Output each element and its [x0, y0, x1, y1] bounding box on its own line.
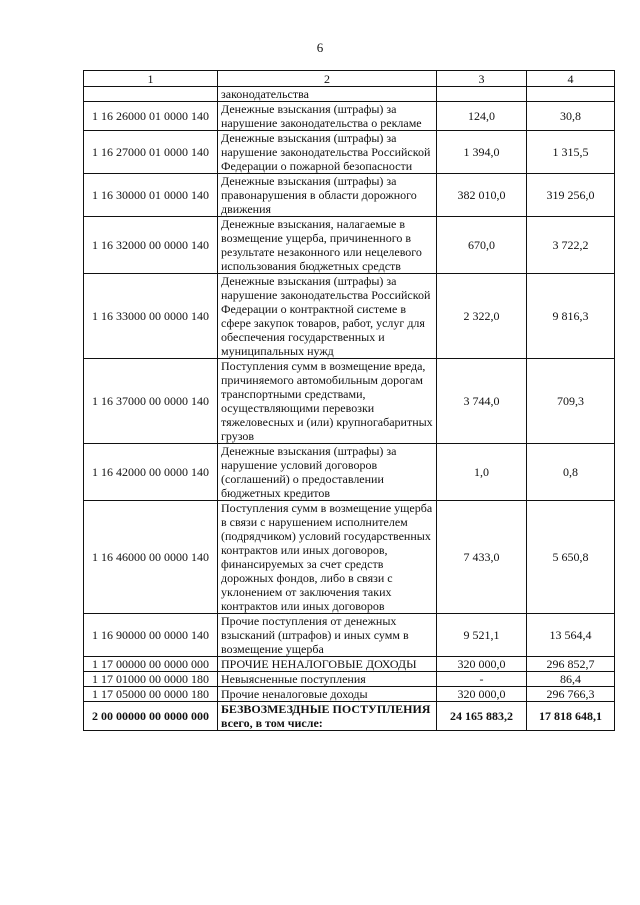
row-value-col4: 30,8	[527, 102, 615, 131]
row-value-col4: 13 564,4	[527, 614, 615, 657]
row-code	[84, 87, 218, 102]
row-code: 1 16 90000 00 0000 140	[84, 614, 218, 657]
table-row	[84, 217, 615, 274]
table-row	[84, 87, 615, 102]
row-name: Прочие поступления от денежных взысканий (штрафов) и иных сумм в возмещение ущерба	[218, 614, 437, 657]
row-value-col3: 320 000,0	[437, 657, 527, 672]
row-code: 2 00 00000 00 0000 000	[84, 702, 218, 731]
row-value-col3: 1 394,0	[437, 131, 527, 174]
row-value-col3: 320 000,0	[437, 687, 527, 702]
table-row	[84, 444, 615, 501]
column-header-2: 2	[218, 71, 437, 87]
row-value-col4: 5 650,8	[527, 501, 615, 614]
row-value-col4: 0,8	[527, 444, 615, 501]
table-row	[84, 687, 615, 702]
row-value-col3: 3 744,0	[437, 359, 527, 444]
row-name: Денежные взыскания (штрафы) за нарушение законодательства о рекламе	[218, 102, 437, 131]
row-value-col4: 17 818 648,1	[527, 702, 615, 731]
row-value-col3: 2 322,0	[437, 274, 527, 359]
row-value-col3: -	[437, 672, 527, 687]
row-code: 1 16 33000 00 0000 140	[84, 274, 218, 359]
row-code: 1 16 27000 01 0000 140	[84, 131, 218, 174]
row-value-col3: 670,0	[437, 217, 527, 274]
table-row	[84, 131, 615, 174]
row-code: 1 17 01000 00 0000 180	[84, 672, 218, 687]
row-code: 1 16 37000 00 0000 140	[84, 359, 218, 444]
table-row	[84, 614, 615, 657]
row-name: Денежные взыскания, налагаемые в возмещение ущерба, причиненного в результате незаконного или нецелевого использования бюджетных средств	[218, 217, 437, 274]
row-value-col3: 1,0	[437, 444, 527, 501]
row-name: Денежные взыскания (штрафы) за нарушение законодательства Российской Федерации о контрактной системе в сфере закупок товаров, работ, услуг для обеспечения государственных и муниципальных нужд	[218, 274, 437, 359]
row-value-col3: 124,0	[437, 102, 527, 131]
row-name: Денежные взыскания (штрафы) за правонарушения в области дорожного движения	[218, 174, 437, 217]
row-name: Поступления сумм в возмещение ущерба в связи с нарушением исполнителем (подрядчиком) условий государственных контрактов или иных договоров, финансируемых за счет средств дорожных фондов, либо в связи с уклонением от заключения таких контрактов или иных договоров	[218, 501, 437, 614]
table-header-row	[84, 71, 615, 87]
row-name: законодательства	[218, 87, 437, 102]
table-row	[84, 359, 615, 444]
row-name: ПРОЧИЕ НЕНАЛОГОВЫЕ ДОХОДЫ	[218, 657, 437, 672]
row-code: 1 16 42000 00 0000 140	[84, 444, 218, 501]
page-number: 6	[316, 40, 324, 55]
row-name: БЕЗВОЗМЕЗДНЫЕ ПОСТУПЛЕНИЯ всего, в том числе:	[218, 702, 437, 731]
row-value-col3: 9 521,1	[437, 614, 527, 657]
table-row	[84, 274, 615, 359]
row-code: 1 16 30000 01 0000 140	[84, 174, 218, 217]
row-name: Невыясненные поступления	[218, 672, 437, 687]
row-name: Денежные взыскания (штрафы) за нарушение условий договоров (соглашений) о предоставлении бюджетных кредитов	[218, 444, 437, 501]
row-value-col3: 382 010,0	[437, 174, 527, 217]
row-code: 1 17 05000 00 0000 180	[84, 687, 218, 702]
row-value-col4	[527, 87, 615, 102]
row-name: Денежные взыскания (штрафы) за нарушение законодательства Российской Федерации о пожарной безопасности	[218, 131, 437, 174]
row-name: Поступления сумм в возмещение вреда, причиняемого автомобильным дорогам транспортными средствами, осуществляющими перевозки тяжеловесных и (или) крупногабаритных грузов	[218, 359, 437, 444]
row-value-col4: 9 816,3	[527, 274, 615, 359]
table-row	[84, 102, 615, 131]
row-value-col4: 296 766,3	[527, 687, 615, 702]
table-row	[84, 657, 615, 672]
row-value-col4: 86,4	[527, 672, 615, 687]
row-value-col4: 296 852,7	[527, 657, 615, 672]
row-value-col4: 709,3	[527, 359, 615, 444]
row-value-col4: 1 315,5	[527, 131, 615, 174]
column-header-3: 3	[437, 71, 527, 87]
row-value-col4: 319 256,0	[527, 174, 615, 217]
table-row	[84, 672, 615, 687]
revenue-table	[83, 70, 615, 731]
table-row	[84, 501, 615, 614]
row-code: 1 16 32000 00 0000 140	[84, 217, 218, 274]
column-header-4: 4	[527, 71, 615, 87]
column-header-1: 1	[84, 71, 218, 87]
row-name: Прочие неналоговые доходы	[218, 687, 437, 702]
row-value-col3: 7 433,0	[437, 501, 527, 614]
row-code: 1 16 46000 00 0000 140	[84, 501, 218, 614]
table-row	[84, 174, 615, 217]
row-code: 1 17 00000 00 0000 000	[84, 657, 218, 672]
row-value-col3	[437, 87, 527, 102]
row-value-col4: 3 722,2	[527, 217, 615, 274]
row-value-col3: 24 165 883,2	[437, 702, 527, 731]
table-row-total	[84, 702, 615, 731]
row-code: 1 16 26000 01 0000 140	[84, 102, 218, 131]
